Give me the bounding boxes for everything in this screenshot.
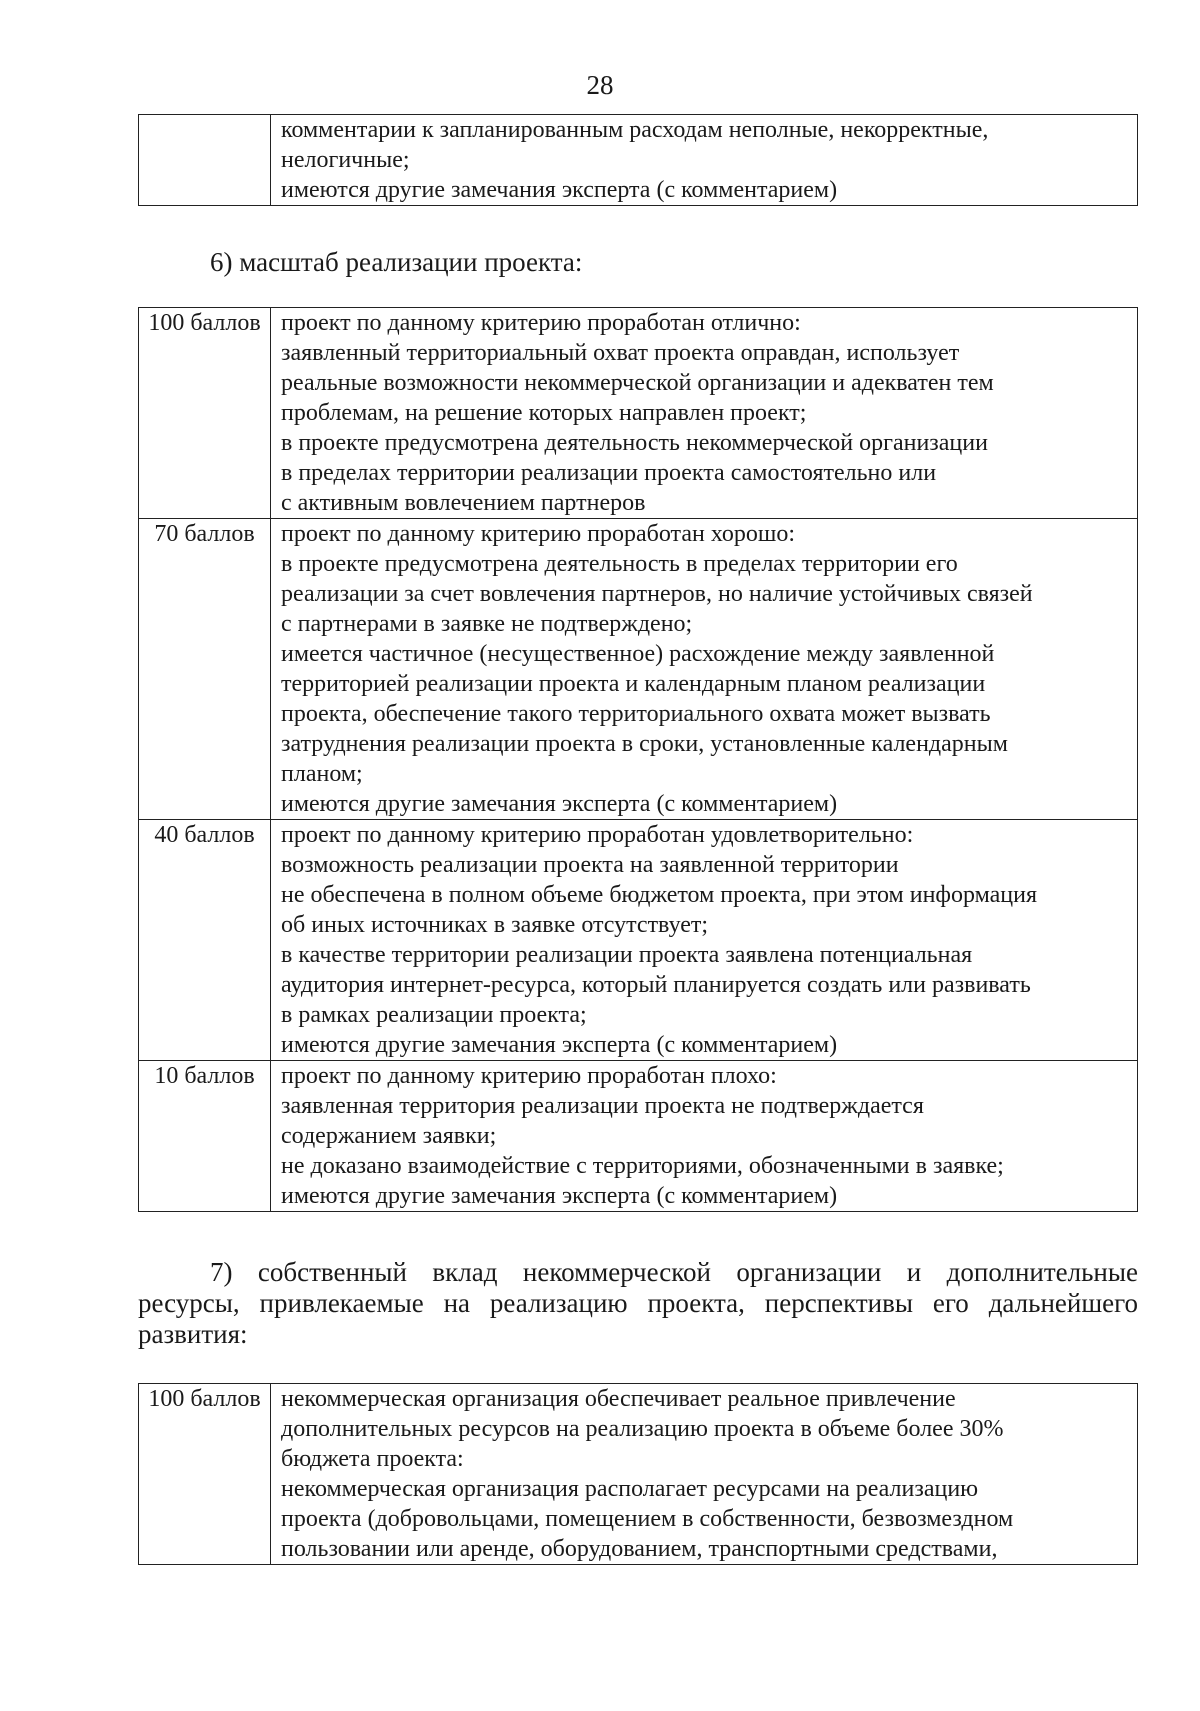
criteria-table-section-7 <box>138 1383 1138 1565</box>
description-line: содержанием заявки; <box>281 1123 497 1149</box>
description-cell <box>271 1061 1138 1212</box>
section-6-heading: 6) масштаб реализации проекта: <box>210 247 583 277</box>
description-line: проекта (добровольцами, помещением в собственности, безвозмездном <box>281 1506 1014 1532</box>
description-line: не доказано взаимодействие с территориями, обозначенными в заявке; <box>281 1153 1004 1179</box>
section-7-heading-line: ресурсы, привлекаемые на реализацию проекта, перспективы его дальнейшего <box>138 1288 1138 1318</box>
section-7-heading-line: 7) собственный вклад некоммерческой организации и дополнительные <box>210 1257 1138 1287</box>
description-line: планом; <box>281 761 363 787</box>
description-line: комментарии к запланированным расходам неполные, некорректные, <box>281 117 989 143</box>
description-line: в пределах территории реализации проекта самостоятельно или <box>281 460 937 486</box>
description-line: имеются другие замечания эксперта (с комментарием) <box>281 791 838 817</box>
description-line: проект по данному критерию проработан хорошо: <box>281 521 796 547</box>
description-line: об иных источниках в заявке отсутствует; <box>281 912 709 938</box>
description-line: с партнерами в заявке не подтверждено; <box>281 611 693 637</box>
description-line: некоммерческая организация обеспечивает реальное привлечение <box>281 1386 956 1412</box>
description-line: имеются другие замечания эксперта (с комментарием) <box>281 177 838 203</box>
table-row <box>139 115 1138 206</box>
section-7-heading <box>138 1257 1138 1350</box>
description-cell <box>271 308 1138 519</box>
score-cell <box>139 115 271 206</box>
description-cell <box>271 115 1138 206</box>
description-line: бюджета проекта: <box>281 1446 464 1472</box>
description-cell <box>271 1384 1138 1565</box>
criteria-table-section-6 <box>138 307 1138 1212</box>
description-cell <box>271 820 1138 1061</box>
description-line: некоммерческая организация располагает ресурсами на реализацию <box>281 1476 979 1502</box>
description-line: территорией реализации проекта и календарным планом реализации <box>281 671 986 697</box>
score-cell: 100 баллов <box>139 308 271 519</box>
description-line: пользовании или аренде, оборудованием, транспортными средствами, <box>281 1536 998 1562</box>
score-cell: 100 баллов <box>139 1384 271 1565</box>
table-row <box>139 1384 1138 1565</box>
description-line: проблемам, на решение которых направлен проект; <box>281 400 807 426</box>
description-line: нелогичные; <box>281 147 410 173</box>
description-line: реализации за счет вовлечения партнеров, но наличие устойчивых связей <box>281 581 1033 607</box>
score-cell: 40 баллов <box>139 820 271 1061</box>
description-line: проект по данному критерию проработан удовлетворительно: <box>281 822 914 848</box>
description-line: дополнительных ресурсов на реализацию проекта в объеме более 30% <box>281 1416 1004 1442</box>
description-line: возможность реализации проекта на заявленной территории <box>281 852 899 878</box>
description-cell <box>271 519 1138 820</box>
description-line: аудитория интернет-ресурса, который планируется создать или развивать <box>281 972 1031 998</box>
table-row <box>139 308 1138 519</box>
description-line: в проекте предусмотрена деятельность в пределах территории его <box>281 551 958 577</box>
table-row <box>139 1061 1138 1212</box>
table-row <box>139 519 1138 820</box>
description-line: имеется частичное (несущественное) расхождение между заявленной <box>281 641 995 667</box>
description-line: проект по данному критерию проработан плохо: <box>281 1063 777 1089</box>
section-7-heading-line: развития: <box>138 1319 248 1349</box>
description-line: заявленный территориальный охват проекта оправдан, использует <box>281 340 960 366</box>
score-cell: 10 баллов <box>139 1061 271 1212</box>
score-cell: 70 баллов <box>139 519 271 820</box>
description-line: имеются другие замечания эксперта (с комментарием) <box>281 1032 838 1058</box>
description-line: реальные возможности некоммерческой организации и адекватен тем <box>281 370 994 396</box>
description-line: заявленная территория реализации проекта не подтверждается <box>281 1093 924 1119</box>
description-line: имеются другие замечания эксперта (с комментарием) <box>281 1183 838 1209</box>
description-line: с активным вовлечением партнеров <box>281 490 646 516</box>
description-line: проекта, обеспечение такого территориального охвата может вызвать <box>281 701 991 727</box>
description-line: не обеспечена в полном объеме бюджетом проекта, при этом информация <box>281 882 1038 908</box>
description-line: затруднения реализации проекта в сроки, установленные календарным <box>281 731 1008 757</box>
description-line: в рамках реализации проекта; <box>281 1002 587 1028</box>
page-number: 28 <box>586 70 614 100</box>
criteria-table-continued <box>138 114 1138 206</box>
table-row <box>139 820 1138 1061</box>
description-line: в качестве территории реализации проекта заявлена потенциальная <box>281 942 973 968</box>
description-line: в проекте предусмотрена деятельность некоммерческой организации <box>281 430 988 456</box>
description-line: проект по данному критерию проработан отлично: <box>281 310 801 336</box>
